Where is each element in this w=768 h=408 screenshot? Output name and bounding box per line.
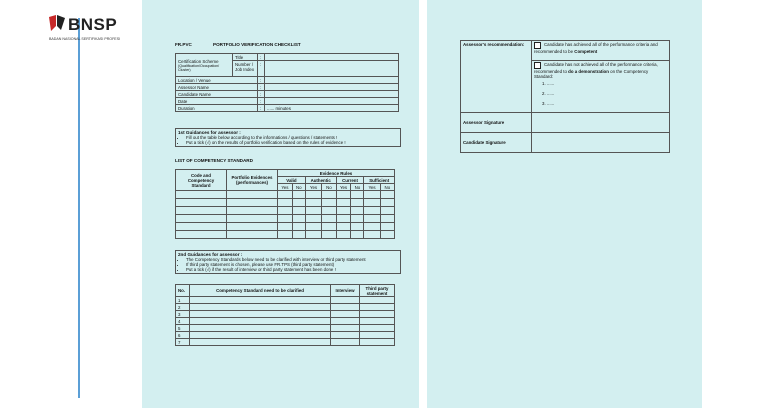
date-label: Date xyxy=(176,98,258,105)
margin-line xyxy=(78,18,80,398)
table-row xyxy=(176,215,395,223)
competency-cell[interactable] xyxy=(227,231,278,239)
tick-cell[interactable] xyxy=(278,223,293,231)
col-current: Current xyxy=(336,177,364,184)
interview-cell[interactable] xyxy=(331,332,360,339)
tick-cell[interactable] xyxy=(336,191,351,199)
tick-cell[interactable] xyxy=(305,191,321,199)
col-evidence-rules: Evidence Rules xyxy=(278,170,395,177)
assessor-value[interactable] xyxy=(265,84,399,91)
tick-cell[interactable] xyxy=(364,223,380,231)
row-number: 4 xyxy=(176,318,190,325)
clarify-table xyxy=(175,284,395,346)
location-value[interactable] xyxy=(265,77,399,84)
competency-cell[interactable] xyxy=(176,223,227,231)
tick-cell[interactable] xyxy=(278,199,293,207)
tick-cell[interactable] xyxy=(336,199,351,207)
col-third-party: Third party statement xyxy=(360,285,395,297)
guidance-2-item: • If third party statement is chosen, please use FR.TPS (third party statement) xyxy=(186,262,398,267)
tick-cell[interactable] xyxy=(380,199,394,207)
row-number: 5 xyxy=(176,325,190,332)
third-party-cell[interactable] xyxy=(360,297,395,304)
table-row xyxy=(176,207,395,215)
interview-cell[interactable] xyxy=(331,297,360,304)
tick-cell[interactable] xyxy=(380,223,394,231)
assessor-signature-field[interactable] xyxy=(532,113,670,133)
tick-cell[interactable] xyxy=(305,231,321,239)
standard-cell[interactable] xyxy=(190,311,331,318)
competency-cell[interactable] xyxy=(227,215,278,223)
scheme-sub: (Qualification/Occupation/ Cluster) xyxy=(178,63,220,72)
interview-cell[interactable] xyxy=(331,325,360,332)
tick-cell[interactable] xyxy=(322,199,336,207)
tick-cell[interactable] xyxy=(292,215,305,223)
col-standard: Competency Standard need to be clarified xyxy=(190,285,331,297)
tick-cell[interactable] xyxy=(292,207,305,215)
form-title: PORTFOLIO VERIFICATION CHECKLIST xyxy=(213,42,301,47)
row-number: 1 xyxy=(176,297,190,304)
duration-label: Duration xyxy=(176,105,258,112)
row-number: 2 xyxy=(176,304,190,311)
table-row xyxy=(176,199,395,207)
table-row xyxy=(176,311,395,318)
col-no: No xyxy=(292,184,305,191)
standard-cell[interactable] xyxy=(190,318,331,325)
logo-subtitle: BADAN NASIONAL SERTIFIKASI PROFESI xyxy=(49,37,121,41)
row-number: 7 xyxy=(176,339,190,346)
table-row xyxy=(176,191,395,199)
tick-cell[interactable] xyxy=(322,191,336,199)
scheme-cell xyxy=(176,54,233,77)
standard-cell[interactable] xyxy=(190,325,331,332)
tick-cell[interactable] xyxy=(336,231,351,239)
demonstration-checkbox[interactable] xyxy=(534,62,541,69)
tick-cell[interactable] xyxy=(305,207,321,215)
tick-cell[interactable] xyxy=(364,231,380,239)
standard-line[interactable]: 2. ...... xyxy=(542,90,555,96)
col-portfolio: Portfolio Evidences (performances) xyxy=(227,170,278,191)
tick-cell[interactable] xyxy=(351,231,364,239)
info-table: Certification Scheme (Qualification/Occupation/ Cluster) Title : Number / Job Index : Location / Venue : Assessor Name : Candidate Name : Date : Duration : ...... minutes xyxy=(175,53,399,112)
competency-cell[interactable] xyxy=(176,231,227,239)
col-authentic: Authentic xyxy=(305,177,336,184)
competency-cell[interactable] xyxy=(176,199,227,207)
interview-cell[interactable] xyxy=(331,318,360,325)
option-demonstration[interactable]: Candidate has not achieved all of the performance criteria, recommended to do a demonstration on the Competency Standard: 1. ...... 2. ...... 3. ...... xyxy=(532,61,670,113)
col-sufficient: Sufficient xyxy=(364,177,395,184)
interview-cell[interactable] xyxy=(331,304,360,311)
location-label: Location / Venue xyxy=(176,77,258,84)
col-no: No xyxy=(322,184,336,191)
standard-cell[interactable] xyxy=(190,332,331,339)
third-party-cell[interactable] xyxy=(360,304,395,311)
interview-cell[interactable] xyxy=(331,339,360,346)
third-party-cell[interactable] xyxy=(360,325,395,332)
assessor-label: Assessor Name xyxy=(176,84,258,91)
tick-cell[interactable] xyxy=(278,191,293,199)
tick-cell[interactable] xyxy=(292,199,305,207)
assessor-signature-label: Assessor Signature xyxy=(461,113,532,133)
row-number: 3 xyxy=(176,311,190,318)
standard-cell[interactable] xyxy=(190,297,331,304)
table-row xyxy=(176,318,395,325)
number-label: Number / Job Index xyxy=(233,61,258,77)
form-code: FR.PVC xyxy=(175,42,192,47)
tick-cell[interactable] xyxy=(336,207,351,215)
tick-cell[interactable] xyxy=(292,231,305,239)
third-party-cell[interactable] xyxy=(360,318,395,325)
guidance-1-box xyxy=(175,128,401,147)
candidate-value[interactable] xyxy=(265,91,399,98)
standard-line[interactable]: 3. ...... xyxy=(542,100,555,106)
table-row xyxy=(176,223,395,231)
tick-cell[interactable] xyxy=(351,215,364,223)
tick-cell[interactable] xyxy=(305,215,321,223)
tick-cell[interactable] xyxy=(322,231,336,239)
row-number: 6 xyxy=(176,332,190,339)
competency-cell[interactable] xyxy=(176,215,227,223)
col-yes: Yes xyxy=(278,184,293,191)
interview-cell[interactable] xyxy=(331,311,360,318)
standard-cell[interactable] xyxy=(190,339,331,346)
bnsp-logo xyxy=(46,12,136,46)
competency-cell[interactable] xyxy=(227,191,278,199)
tick-cell[interactable] xyxy=(322,207,336,215)
logo-name: BNSP xyxy=(68,15,118,34)
tick-cell[interactable] xyxy=(278,231,293,239)
form-page-2 xyxy=(427,0,702,408)
duration-value[interactable]: ...... minutes xyxy=(265,105,399,112)
guidance-2-box xyxy=(175,250,401,274)
col-valid: Valid xyxy=(278,177,306,184)
logo-emblem-icon xyxy=(48,14,66,34)
table-row xyxy=(176,339,395,346)
tick-cell[interactable] xyxy=(364,207,380,215)
col-no: No xyxy=(380,184,394,191)
standard-cell[interactable] xyxy=(190,304,331,311)
guidance-2-heading: 2nd Guidances for assessor : xyxy=(178,252,243,257)
col-interview: Interview xyxy=(331,285,360,297)
third-party-cell[interactable] xyxy=(360,339,395,346)
tick-cell[interactable] xyxy=(364,199,380,207)
scheme-label: Certification Scheme xyxy=(178,58,219,64)
option-competent[interactable]: Candidate has achieved all of the performance criteria and recommended to be Competent xyxy=(532,41,670,61)
tick-cell[interactable] xyxy=(380,191,394,199)
tick-cell[interactable] xyxy=(336,215,351,223)
competency-cell[interactable] xyxy=(176,207,227,215)
col-yes: Yes xyxy=(305,184,321,191)
tick-cell[interactable] xyxy=(351,199,364,207)
tick-cell[interactable] xyxy=(351,207,364,215)
tick-cell[interactable] xyxy=(292,223,305,231)
standard-line[interactable]: 1. ...... xyxy=(542,80,555,86)
table-row xyxy=(176,332,395,339)
tick-cell[interactable] xyxy=(292,191,305,199)
guidance-1-item: • Fill out the table below according to the informations / questions / statements ! xyxy=(186,135,398,140)
title-label: Title xyxy=(233,54,258,61)
candidate-label: Candidate Name xyxy=(176,91,258,98)
candidate-signature-label: Candidate Signature xyxy=(461,133,532,153)
tick-cell[interactable] xyxy=(322,223,336,231)
recommendation-table xyxy=(460,40,670,153)
form-page-1 xyxy=(142,0,419,408)
competency-title: LIST OF COMPETENCY STANDARD xyxy=(175,158,253,163)
col-yes: Yes xyxy=(336,184,351,191)
third-party-cell[interactable] xyxy=(360,311,395,318)
tick-cell[interactable] xyxy=(380,215,394,223)
candidate-signature-field[interactable] xyxy=(532,133,670,153)
recommendation-label: Assessor's recommendation: xyxy=(461,41,532,113)
guidance-2-item: • The Competency Standards below need to be clarified with interview or third party statement xyxy=(186,257,398,262)
competent-checkbox[interactable] xyxy=(534,42,541,49)
number-value[interactable] xyxy=(265,61,399,77)
tick-cell[interactable] xyxy=(364,191,380,199)
date-value[interactable] xyxy=(265,98,399,105)
tick-cell[interactable] xyxy=(278,207,293,215)
tick-cell[interactable] xyxy=(351,191,364,199)
guidance-1-item: • Put a tick (√) on the results of portfolio verification based on the rules of evidence ! xyxy=(186,140,398,145)
tick-cell[interactable] xyxy=(336,223,351,231)
tick-cell[interactable] xyxy=(380,231,394,239)
tick-cell[interactable] xyxy=(322,215,336,223)
tick-cell[interactable] xyxy=(364,215,380,223)
tick-cell[interactable] xyxy=(305,199,321,207)
competency-cell[interactable] xyxy=(227,199,278,207)
competency-cell[interactable] xyxy=(176,191,227,199)
guidance-1-heading: 1st Guidances for assessor : xyxy=(178,130,241,135)
tick-cell[interactable] xyxy=(305,223,321,231)
tick-cell[interactable] xyxy=(380,207,394,215)
competency-cell[interactable] xyxy=(227,207,278,215)
third-party-cell[interactable] xyxy=(360,332,395,339)
table-row xyxy=(176,231,395,239)
title-value[interactable] xyxy=(265,54,399,61)
table-row xyxy=(176,325,395,332)
col-yes: Yes xyxy=(364,184,380,191)
tick-cell[interactable] xyxy=(278,215,293,223)
tick-cell[interactable] xyxy=(351,223,364,231)
col-no: No xyxy=(351,184,364,191)
col-no: No. xyxy=(176,285,190,297)
table-row xyxy=(176,304,395,311)
competency-table xyxy=(175,169,395,239)
guidance-2-item: • Put a tick (√) if the result of interview or third party statement has been done ! xyxy=(186,267,398,272)
col-code: Code and Competency Standard xyxy=(176,170,227,191)
table-row xyxy=(176,297,395,304)
competency-cell[interactable] xyxy=(227,223,278,231)
